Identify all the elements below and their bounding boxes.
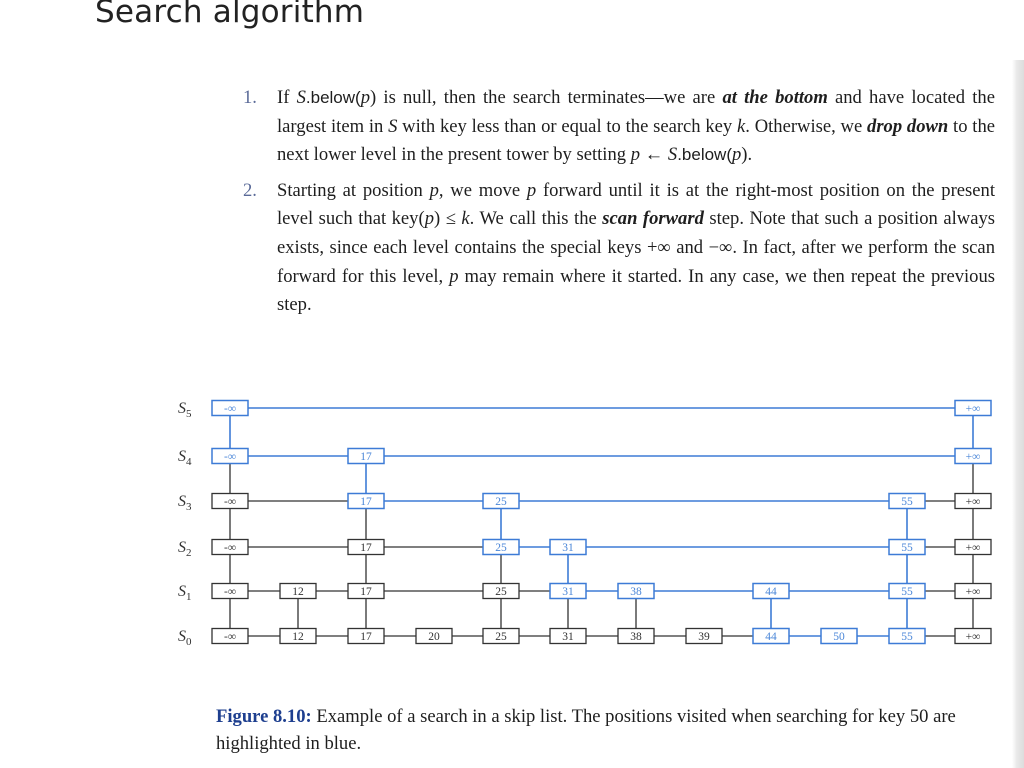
step-code: .below( xyxy=(305,88,361,107)
node-key: 55 xyxy=(901,542,913,554)
slide-title: Search algorithm xyxy=(95,0,365,30)
level-label: $S_3$ xyxy=(178,493,192,513)
link-layer xyxy=(230,408,973,636)
step-emphasis: at the bottom xyxy=(722,87,828,108)
node-key: +∞ xyxy=(965,451,981,463)
skip-list-node xyxy=(212,629,248,644)
node-key: 25 xyxy=(495,631,507,643)
node-layer xyxy=(178,400,991,648)
skip-list-node xyxy=(212,449,248,464)
skip-list-node xyxy=(889,584,925,599)
level-label: $S_0$ xyxy=(178,628,192,648)
node-key: 20 xyxy=(428,631,440,643)
skip-list-node xyxy=(348,540,384,555)
step-text: . We call this the xyxy=(469,208,603,230)
caption-text: Example of a search in a skip list. The positions visited when searching for key 50 are highlighted in blue. xyxy=(216,706,956,754)
skip-list-node xyxy=(955,449,991,464)
step-math: p xyxy=(526,179,537,201)
node-key: -∞ xyxy=(223,631,237,643)
step-math: p xyxy=(449,265,459,287)
node-key: 17 xyxy=(360,451,372,463)
skip-list-node xyxy=(212,494,248,509)
skip-list-node xyxy=(753,584,789,599)
node-key: 39 xyxy=(698,631,710,643)
skip-list-node xyxy=(686,629,722,644)
level-label: $S_1$ xyxy=(178,583,192,603)
skip-list-node xyxy=(550,584,586,599)
skip-list-node xyxy=(550,629,586,644)
node-key: +∞ xyxy=(965,631,981,643)
skip-list-node xyxy=(955,629,991,644)
node-key: 44 xyxy=(765,631,777,643)
skip-list-node xyxy=(955,584,991,599)
level-label: $S_2$ xyxy=(178,539,192,559)
node-key: 50 xyxy=(833,631,845,643)
skip-list-node xyxy=(348,584,384,599)
node-key: 17 xyxy=(360,631,372,643)
skip-list-node xyxy=(348,494,384,509)
step-number: 2. xyxy=(243,179,257,201)
skip-list-node xyxy=(212,401,248,416)
step-text: forward until it is at the right-most position on the present level such that key( xyxy=(277,179,995,230)
node-key: 38 xyxy=(630,631,642,643)
figure-caption xyxy=(216,703,996,757)
skip-list-node xyxy=(550,540,586,555)
skip-list-node xyxy=(889,540,925,555)
step-text: ). xyxy=(741,144,753,166)
step-text: . Otherwise, we xyxy=(745,115,868,137)
step-math: S xyxy=(388,115,398,137)
node-key: 17 xyxy=(360,586,372,598)
skip-list-node xyxy=(483,540,519,555)
node-key: -∞ xyxy=(223,586,237,598)
step-text: , we move xyxy=(438,179,527,201)
node-key: 31 xyxy=(562,542,574,554)
skip-list-node xyxy=(416,629,452,644)
level-label: $S_5$ xyxy=(178,400,192,420)
skip-list-node xyxy=(821,629,857,644)
node-key: 31 xyxy=(562,586,574,598)
step-text: ) is null, then the search terminates—we are xyxy=(370,87,723,108)
node-key: 25 xyxy=(495,586,507,598)
node-key: -∞ xyxy=(223,451,237,463)
step-math: S xyxy=(667,144,678,166)
figure-label: Figure 8.10: xyxy=(216,706,312,727)
node-key: +∞ xyxy=(965,496,981,508)
step-code: .below( xyxy=(677,145,732,165)
step-math: p xyxy=(360,87,370,108)
step-math: p xyxy=(732,144,742,166)
skip-list-node xyxy=(955,401,991,416)
node-key: 55 xyxy=(901,631,913,643)
step-text: ← xyxy=(640,144,668,166)
node-key: +∞ xyxy=(965,403,981,415)
node-key: 12 xyxy=(292,586,304,598)
skip-list-node xyxy=(889,494,925,509)
node-key: -∞ xyxy=(223,496,237,508)
skip-list-node xyxy=(618,629,654,644)
node-key: 17 xyxy=(360,496,372,508)
skip-list-node xyxy=(212,584,248,599)
step-text: to the next lower level in the present tower by setting xyxy=(277,115,996,166)
node-key: 38 xyxy=(630,586,642,598)
node-key: 44 xyxy=(765,586,777,598)
step-text: step. Note that such a position always exists, since each level contains the special keys +∞ and −∞. In fact, after we perform the scan forward for this level, xyxy=(277,208,995,287)
node-key: -∞ xyxy=(223,403,237,415)
node-key: -∞ xyxy=(223,542,237,554)
skip-list-node xyxy=(348,629,384,644)
step-math: p xyxy=(429,179,439,201)
skip-list-node xyxy=(280,629,316,644)
node-key: 17 xyxy=(360,542,372,554)
level-label: $S_4$ xyxy=(178,448,192,468)
skip-list-node xyxy=(955,494,991,509)
step-math: p xyxy=(630,144,640,166)
skip-list-node xyxy=(280,584,316,599)
node-key: 55 xyxy=(901,586,913,598)
step-text: may remain where it started. In any case, we then repeat the previous step. xyxy=(277,265,995,316)
step-number: 1. xyxy=(243,87,257,108)
node-key: 25 xyxy=(495,542,507,554)
node-key: 55 xyxy=(901,496,913,508)
step-emphasis: scan forward xyxy=(602,208,704,230)
step-text: If xyxy=(277,87,297,108)
skip-list-node xyxy=(955,540,991,555)
skip-list-node xyxy=(483,494,519,509)
step-text: ) ≤ xyxy=(433,208,462,230)
step-math: S xyxy=(296,87,306,108)
step-text: Starting at position xyxy=(277,179,430,201)
step-text: with key less than or equal to the search key xyxy=(397,115,738,137)
step-math: k xyxy=(737,115,746,137)
skip-list-node xyxy=(212,540,248,555)
skip-list-node xyxy=(483,584,519,599)
step-emphasis: drop down xyxy=(867,115,949,137)
skip-list-node xyxy=(753,629,789,644)
node-key: +∞ xyxy=(965,586,981,598)
skip-list-node xyxy=(483,629,519,644)
skip-list-node xyxy=(348,449,384,464)
skip-list-node xyxy=(618,584,654,599)
node-key: +∞ xyxy=(965,542,981,554)
node-key: 31 xyxy=(562,631,574,643)
node-key: 25 xyxy=(495,496,507,508)
skip-list-node xyxy=(889,629,925,644)
step-math: k xyxy=(461,208,470,230)
node-key: 12 xyxy=(292,631,304,643)
step-math: p xyxy=(424,208,434,230)
step-text: and have located the largest item in xyxy=(277,87,995,137)
